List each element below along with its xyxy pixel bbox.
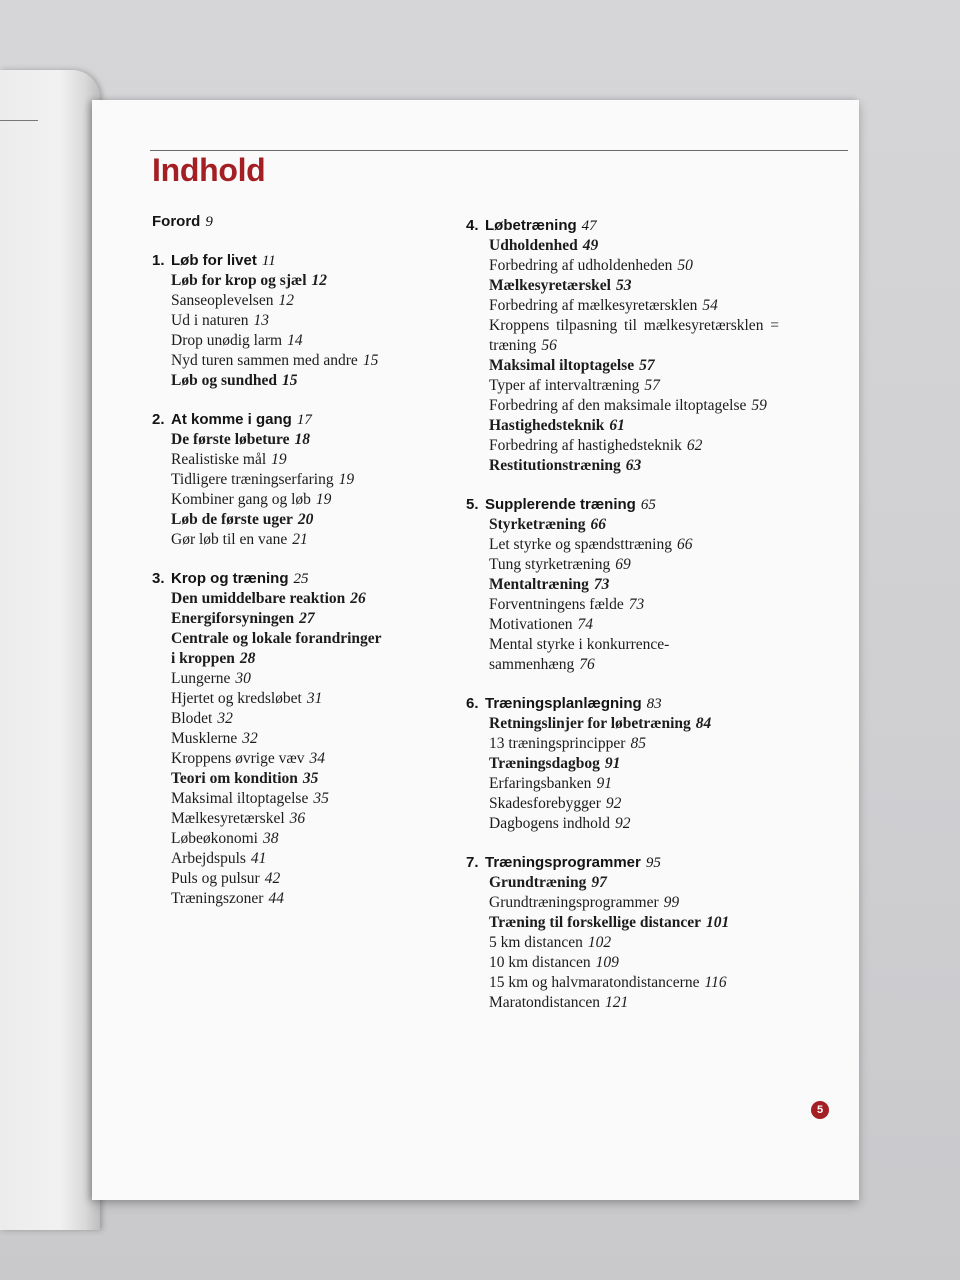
toc-section [466, 873, 796, 893]
toc-entry-title: Typer af intervaltræning [489, 377, 640, 394]
chapter-number: 5. [466, 496, 479, 513]
toc-page-number: 12 [311, 272, 328, 289]
toc-entry-title: Maratondistancen [489, 994, 601, 1011]
toc-page-number: 32 [217, 710, 233, 727]
toc-entry-title: Styrketræning [489, 516, 586, 533]
toc-page-number: 59 [751, 397, 767, 414]
toc-page-number: 84 [695, 715, 712, 732]
toc-page-number: 28 [239, 650, 256, 667]
toc-entry-title: Løbetræning [485, 217, 577, 234]
toc-subsection [152, 331, 452, 351]
toc-subsection [466, 256, 796, 276]
toc-entry-title: Tidligere træningserfaring [171, 471, 334, 488]
toc-entry-title: Hjertet og kredsløbet [171, 690, 302, 707]
toc-entry-title: Restitutionstræning [489, 457, 621, 474]
toc-entry-title: Drop unødig larm [171, 332, 283, 349]
toc-entry-title: sammenhæng [489, 656, 575, 673]
toc-subsection [152, 789, 452, 809]
toc-entry-title: 15 km og halvmaratondistancerne [489, 974, 700, 991]
toc-entry-title: Løb for krop og sjæl [171, 272, 307, 289]
toc-page-number: 61 [609, 417, 625, 434]
toc-section [466, 456, 796, 476]
toc-entry-title: Kroppens øvrige væv [171, 750, 305, 767]
toc-page-number: 54 [702, 297, 718, 314]
toc-entry-title: i kroppen [171, 650, 235, 667]
toc-subsection [466, 794, 796, 814]
toc-entry-title: Ud i naturen [171, 312, 249, 329]
toc-page-number: 30 [235, 670, 251, 687]
chapter-number: 6. [466, 695, 479, 712]
toc-entry-title: Puls og pulsur [171, 870, 260, 887]
previous-page-edge [0, 70, 100, 1230]
previous-page-rule [0, 120, 38, 121]
toc-entry-title: Motivationen [489, 616, 573, 633]
toc-entry-title: Mentaltræning [489, 576, 589, 593]
toc-page-number: 97 [591, 874, 607, 891]
toc-entry-title: Supplerende træning [485, 496, 636, 513]
toc-chapter [466, 216, 796, 236]
toc-subsection [152, 291, 452, 311]
toc-page-number: 47 [581, 218, 597, 234]
toc-page-number: 57 [644, 377, 660, 394]
toc-subsection [466, 555, 796, 575]
toc-page-number: 32 [242, 730, 258, 747]
toc-entry-title: Realistiske mål [171, 451, 267, 468]
toc-page-number: 57 [639, 357, 655, 374]
toc-right-column [466, 216, 796, 1013]
toc-entry-title: Lungerne [171, 670, 231, 687]
toc-page-number: 15 [281, 372, 298, 389]
toc-page-number: 101 [705, 914, 730, 931]
toc-subsection [466, 615, 796, 635]
toc-page-number: 14 [287, 332, 303, 349]
toc-chapter [466, 495, 796, 515]
page-title: Indhold [152, 152, 266, 188]
toc-page-number: 13 [253, 312, 269, 329]
toc-entry-title: Sanseoplevelsen [171, 292, 274, 309]
toc-chapter [152, 410, 452, 430]
toc-entry-title: Træning til forskellige distancer [489, 914, 701, 931]
toc-page-number: 91 [604, 755, 621, 772]
toc-subsection [152, 829, 452, 849]
toc-entry-title: Hastighedsteknik [489, 417, 605, 434]
toc-entry-title: Tung styrketræning [489, 556, 611, 573]
toc-page-number: 36 [289, 810, 306, 827]
toc-page-number: 19 [338, 471, 355, 488]
toc-entry-title: Musklerne [171, 730, 238, 747]
toc-entry-title: 13 træningsprincipper [489, 735, 626, 752]
toc-entry-title: Erfaringsbanken [489, 775, 592, 792]
toc-chapter [466, 694, 796, 714]
chapter-number: 4. [466, 217, 479, 234]
toc-page-number: 63 [625, 457, 642, 474]
toc-page-number: 34 [309, 750, 325, 767]
toc-chapter [152, 212, 452, 232]
toc-subsection [466, 376, 796, 396]
toc-entry-title: Mental styrke i konkurrence- [489, 636, 670, 653]
toc-page-number: 26 [350, 590, 366, 607]
toc-page-number: 50 [677, 257, 693, 274]
toc-subsection [466, 933, 796, 953]
toc-subsection [466, 814, 796, 834]
toc-page-number: 102 [587, 934, 612, 951]
toc-page-number: 121 [605, 994, 629, 1011]
toc-section [466, 236, 796, 256]
toc-page-number: 9 [205, 214, 213, 230]
book-page [92, 100, 859, 1200]
toc-subsection [466, 635, 796, 655]
toc-subsection [466, 893, 796, 913]
toc-entry-title: Løb for livet [171, 252, 257, 269]
toc-subsection [152, 530, 452, 550]
toc-subsection [466, 436, 796, 456]
toc-entry-title: Grundtræningsprogrammer [489, 894, 659, 911]
toc-subsection [152, 470, 452, 490]
toc-subsection [152, 351, 452, 371]
toc-page-number: 12 [278, 292, 294, 309]
toc-section [466, 575, 796, 595]
toc-entry-title: Gør løb til en vane [171, 531, 288, 548]
toc-entry-title: Træningsdagbog [489, 755, 600, 772]
toc-left-column [152, 212, 452, 909]
toc-section [152, 271, 452, 291]
toc-page-number: 99 [663, 894, 680, 911]
page-number-badge: 5 [811, 1101, 829, 1119]
toc-page-number: 49 [582, 237, 599, 254]
toc-page-number: 73 [593, 576, 610, 593]
toc-subsection [466, 734, 796, 754]
toc-page-number: 15 [362, 352, 379, 369]
toc-page-number: 92 [614, 815, 631, 832]
toc-page-number: 27 [299, 610, 315, 627]
chapter-number: 1. [152, 252, 165, 269]
toc-entry-title: Løb de første uger [171, 511, 293, 528]
toc-entry-title: Nyd turen sammen med andre [171, 352, 358, 369]
toc-page-number: 66 [590, 516, 606, 533]
toc-chapter [152, 251, 452, 271]
toc-entry-title: Krop og træning [171, 570, 289, 587]
toc-page-number: 18 [294, 431, 311, 448]
toc-entry-title: Skadesforebygger [489, 795, 601, 812]
toc-entry-title: Grundtræning [489, 874, 587, 891]
toc-entry-title: De første løbeture [171, 431, 290, 448]
toc-entry-title: At komme i gang [171, 411, 292, 428]
toc-page-number: 74 [577, 616, 594, 633]
toc-page-number: 35 [302, 770, 319, 787]
toc-page-number: 31 [306, 690, 323, 707]
toc-page-number: 62 [686, 437, 703, 454]
toc-subsection [152, 689, 452, 709]
toc-page-number: 73 [628, 596, 645, 613]
toc-page-number: 44 [268, 890, 284, 907]
toc-page-number: 42 [264, 870, 281, 887]
toc-entry-title: Teori om kondition [171, 770, 298, 787]
toc-page-number: 109 [595, 954, 619, 971]
toc-page-number: 76 [579, 656, 595, 673]
toc-entry-title: Kombiner gang og løb [171, 491, 311, 508]
toc-subsection [152, 450, 452, 470]
toc-section [466, 276, 796, 296]
toc-section [152, 609, 452, 629]
toc-entry-title: Løbeøkonomi [171, 830, 258, 847]
toc-subsection [466, 973, 796, 993]
toc-entry-title: Arbejdspuls [171, 850, 246, 867]
toc-entry-title: Den umiddelbare reaktion [171, 590, 346, 607]
chapter-number: 7. [466, 854, 479, 871]
toc-entry-title: 10 km distancen [489, 954, 591, 971]
toc-page-number: 92 [605, 795, 622, 812]
toc-section [152, 510, 452, 530]
toc-subsection [152, 749, 452, 769]
toc-page-number: 21 [292, 531, 308, 548]
toc-entry-title: Energiforsyningen [171, 610, 295, 627]
toc-entry-title: 5 km distancen [489, 934, 583, 951]
toc-section [152, 649, 452, 669]
toc-page-number: 65 [640, 497, 656, 513]
toc-page-number: 17 [296, 412, 312, 428]
toc-section [152, 430, 452, 450]
toc-section [466, 356, 796, 376]
toc-entry-title: Løb og sundhed [171, 372, 277, 389]
toc-page-number: 91 [596, 775, 612, 792]
toc-section [152, 769, 452, 789]
toc-chapter [466, 853, 796, 873]
toc-section [466, 754, 796, 774]
toc-chapter [152, 569, 452, 589]
toc-section [466, 515, 796, 535]
toc-entry-title: Mælkesyretærskel [489, 277, 611, 294]
toc-entry-title: Forbedring af den maksimale iltoptagelse [489, 397, 747, 414]
toc-page-number: 85 [630, 735, 646, 752]
toc-subsection [152, 849, 452, 869]
toc-entry-title: Maksimal iltoptagelse [171, 790, 309, 807]
toc-entry-title: Forventningens fælde [489, 596, 624, 613]
toc-page-number: 116 [704, 974, 727, 991]
toc-subsection [152, 889, 452, 909]
toc-page-number: 53 [615, 277, 632, 294]
toc-entry-title: Retningslinjer for løbetræning [489, 715, 691, 732]
toc-page-number: 83 [646, 696, 662, 712]
toc-section [466, 416, 796, 436]
toc-subsection [152, 729, 452, 749]
toc-entry-title: Forbedring af hastighedsteknik [489, 437, 682, 454]
toc-subsection [466, 953, 796, 973]
toc-entry-title: Træningszoner [171, 890, 264, 907]
toc-page-number: 95 [645, 855, 661, 871]
toc-entry-title: Mælkesyretærskel [171, 810, 285, 827]
toc-entry-title: Centrale og lokale forandringer [171, 630, 382, 647]
toc-subsection [152, 869, 452, 889]
chapter-number: 2. [152, 411, 165, 428]
toc-section [152, 629, 452, 649]
toc-entry-title: Udholdenhed [489, 237, 578, 254]
toc-page-number: 56 [541, 337, 557, 354]
toc-page-number: 66 [676, 536, 693, 553]
toc-page-number: 19 [271, 451, 287, 468]
toc-page-number: 25 [293, 571, 309, 587]
toc-entry-title: Kroppens tilpasning til mælkesyretærsklen = træning [489, 317, 779, 354]
toc-page-number: 41 [250, 850, 267, 867]
toc-entry-title: Maksimal iltoptagelse [489, 357, 635, 374]
toc-subsection [152, 311, 452, 331]
toc-subsection [466, 774, 796, 794]
toc-subsection [466, 316, 779, 356]
toc-subsection [466, 396, 796, 416]
toc-subsection [152, 709, 452, 729]
toc-subsection [466, 595, 796, 615]
toc-entry-title: Forbedring af udholdenheden [489, 257, 673, 274]
toc-subsection [466, 296, 796, 316]
toc-page-number: 19 [315, 491, 332, 508]
toc-section [152, 589, 452, 609]
toc-page-number: 69 [615, 556, 631, 573]
toc-entry-title: Dagbogens indhold [489, 815, 610, 832]
toc-section [466, 714, 796, 734]
toc-subsection [466, 535, 796, 555]
toc-entry-title: Træningsprogrammer [485, 854, 641, 871]
toc-subsection [466, 655, 796, 675]
toc-subsection [466, 993, 796, 1013]
toc-section [466, 913, 796, 933]
toc-page-number: 38 [262, 830, 279, 847]
header-rule [150, 150, 848, 151]
toc-entry-title: Træningsplanlægning [485, 695, 642, 712]
toc-subsection [152, 809, 452, 829]
toc-entry-title: Blodet [171, 710, 213, 727]
toc-page-number: 20 [297, 511, 314, 528]
toc-entry-title: Let styrke og spændsttræning [489, 536, 672, 553]
toc-subsection [152, 490, 452, 510]
toc-page-number: 11 [261, 253, 276, 269]
toc-page-number: 35 [313, 790, 329, 807]
toc-subsection [152, 669, 452, 689]
toc-entry-title: Forbedring af mælkesyretærsklen [489, 297, 698, 314]
toc-entry-title: Forord [152, 213, 201, 230]
chapter-number: 3. [152, 570, 165, 587]
toc-section [152, 371, 452, 391]
